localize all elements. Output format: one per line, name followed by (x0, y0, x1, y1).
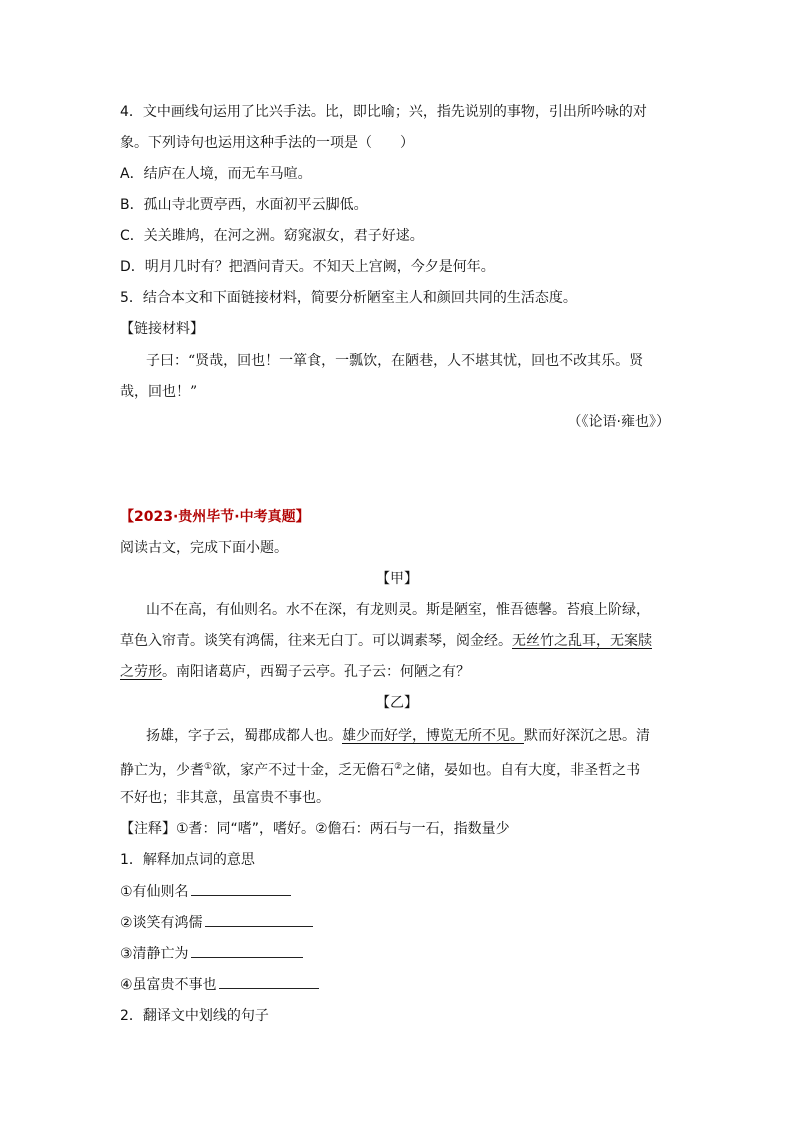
question-1: 1．解释加点词的意思 (120, 852, 255, 868)
q4-option-a: A．结庐在人境，而无车马喧。 (120, 166, 312, 182)
passage-yi-line1 (146, 726, 650, 746)
reading-instruction: 阅读古文，完成下面小题。 (120, 540, 288, 556)
passage-yi-text-d: 欲，家产不过十金，乏无儋石 (212, 762, 395, 779)
passage-yi-text-e: 之储，晏如也。自有大度，非圣哲之书 (402, 762, 641, 779)
q4-line2: 象。下列诗句也运用这种手法的一项是（ ） (120, 135, 414, 151)
annotation-note: 【注释】①耆：同“嗜”，嗜好。②儋石：两石与一石，指数量少 (120, 821, 510, 837)
passage-yi-line3: 不好也；非其意，虽富贵不事也。 (120, 790, 330, 806)
quote-line-2: 哉，回也！” (120, 384, 198, 400)
underlined-sentence-yi: 雄少而好学，博览无所不见。 (342, 728, 524, 744)
answer-blank-4[interactable] (219, 974, 319, 989)
q1-item-4 (120, 974, 319, 995)
answer-blank-3[interactable] (191, 943, 303, 958)
footnote-marker-2: ② (394, 762, 403, 772)
quote-line-1: 子曰：“贤哉，回也！一箪食，一瓢饮，在陋巷，人不堪其忧，回也不改其乐。贤 (146, 353, 644, 369)
q4-option-c: C．关关雎鸠，在河之洲。窈窕淑女，君子好逑。 (120, 228, 424, 244)
q1-item-4-label: ④虽富贵不事也 (120, 977, 217, 993)
underlined-sentence: 无丝竹之乱耳，无案牍 (512, 633, 652, 649)
passage-jia-text-end: 。南阳诸葛庐，西蜀子云亭。孔子云：何陋之有？ (162, 664, 470, 680)
q4-option-b: B．孤山寺北贾亭西，水面初平云脚低。 (120, 197, 368, 213)
passage-yi-text-c: 静亡为，少耆 (120, 762, 204, 779)
q1-item-3 (120, 943, 303, 964)
q1-item-2 (120, 912, 313, 933)
link-material-label: 【链接材料】 (120, 321, 204, 337)
q4-line1: 4．文中画线句运用了比兴手法。比，即比喻；兴，指先说别的事物，引出所吟咏的对 (120, 104, 647, 120)
q1-item-3-label: ③清静亡为 (120, 946, 189, 962)
passage-yi-text: 扬雄，字子云，蜀郡成都人也。 (146, 728, 342, 744)
passage-yi-line2 (120, 757, 640, 781)
passage-jia-line1: 山不在高，有仙则名。水不在深，有龙则灵。斯是陋室，惟吾德馨。苔痕上阶绿， (146, 602, 650, 618)
quote-source: （《论语·雍也》） (567, 414, 670, 430)
passage-jia-line3 (120, 662, 470, 682)
answer-blank-2[interactable] (205, 912, 313, 927)
answer-blank-1[interactable] (191, 881, 291, 896)
passage-yi-text-b: 默而好深沉之思。清 (524, 728, 650, 744)
q5-question: 5．结合本文和下面链接材料，简要分析陋室主人和颜回共同的生活态度。 (120, 290, 577, 306)
passage-jia-line2 (120, 631, 652, 651)
q4-option-d: D．明月几时有？把酒问青天。不知天上宫阙，今夕是何年。 (120, 259, 495, 275)
footnote-marker-1: ① (204, 762, 213, 772)
question-2: 2．翻译文中划线的句子 (120, 1008, 269, 1024)
q1-item-1-label: ①有仙则名 (120, 884, 189, 900)
q1-item-2-label: ②谈笑有鸿儒 (120, 915, 203, 931)
underlined-sentence-end: 之劳形 (120, 664, 162, 680)
passage-jia-text: 草色入帘青。谈笑有鸿儒，往来无白丁。可以调素琴，阅金经。 (120, 633, 512, 649)
passage-yi-title: 【乙】 (376, 695, 418, 711)
q1-item-1 (120, 881, 291, 902)
section-heading: 【2023·贵州毕节·中考真题】 (120, 509, 310, 525)
passage-jia-title: 【甲】 (376, 571, 418, 587)
